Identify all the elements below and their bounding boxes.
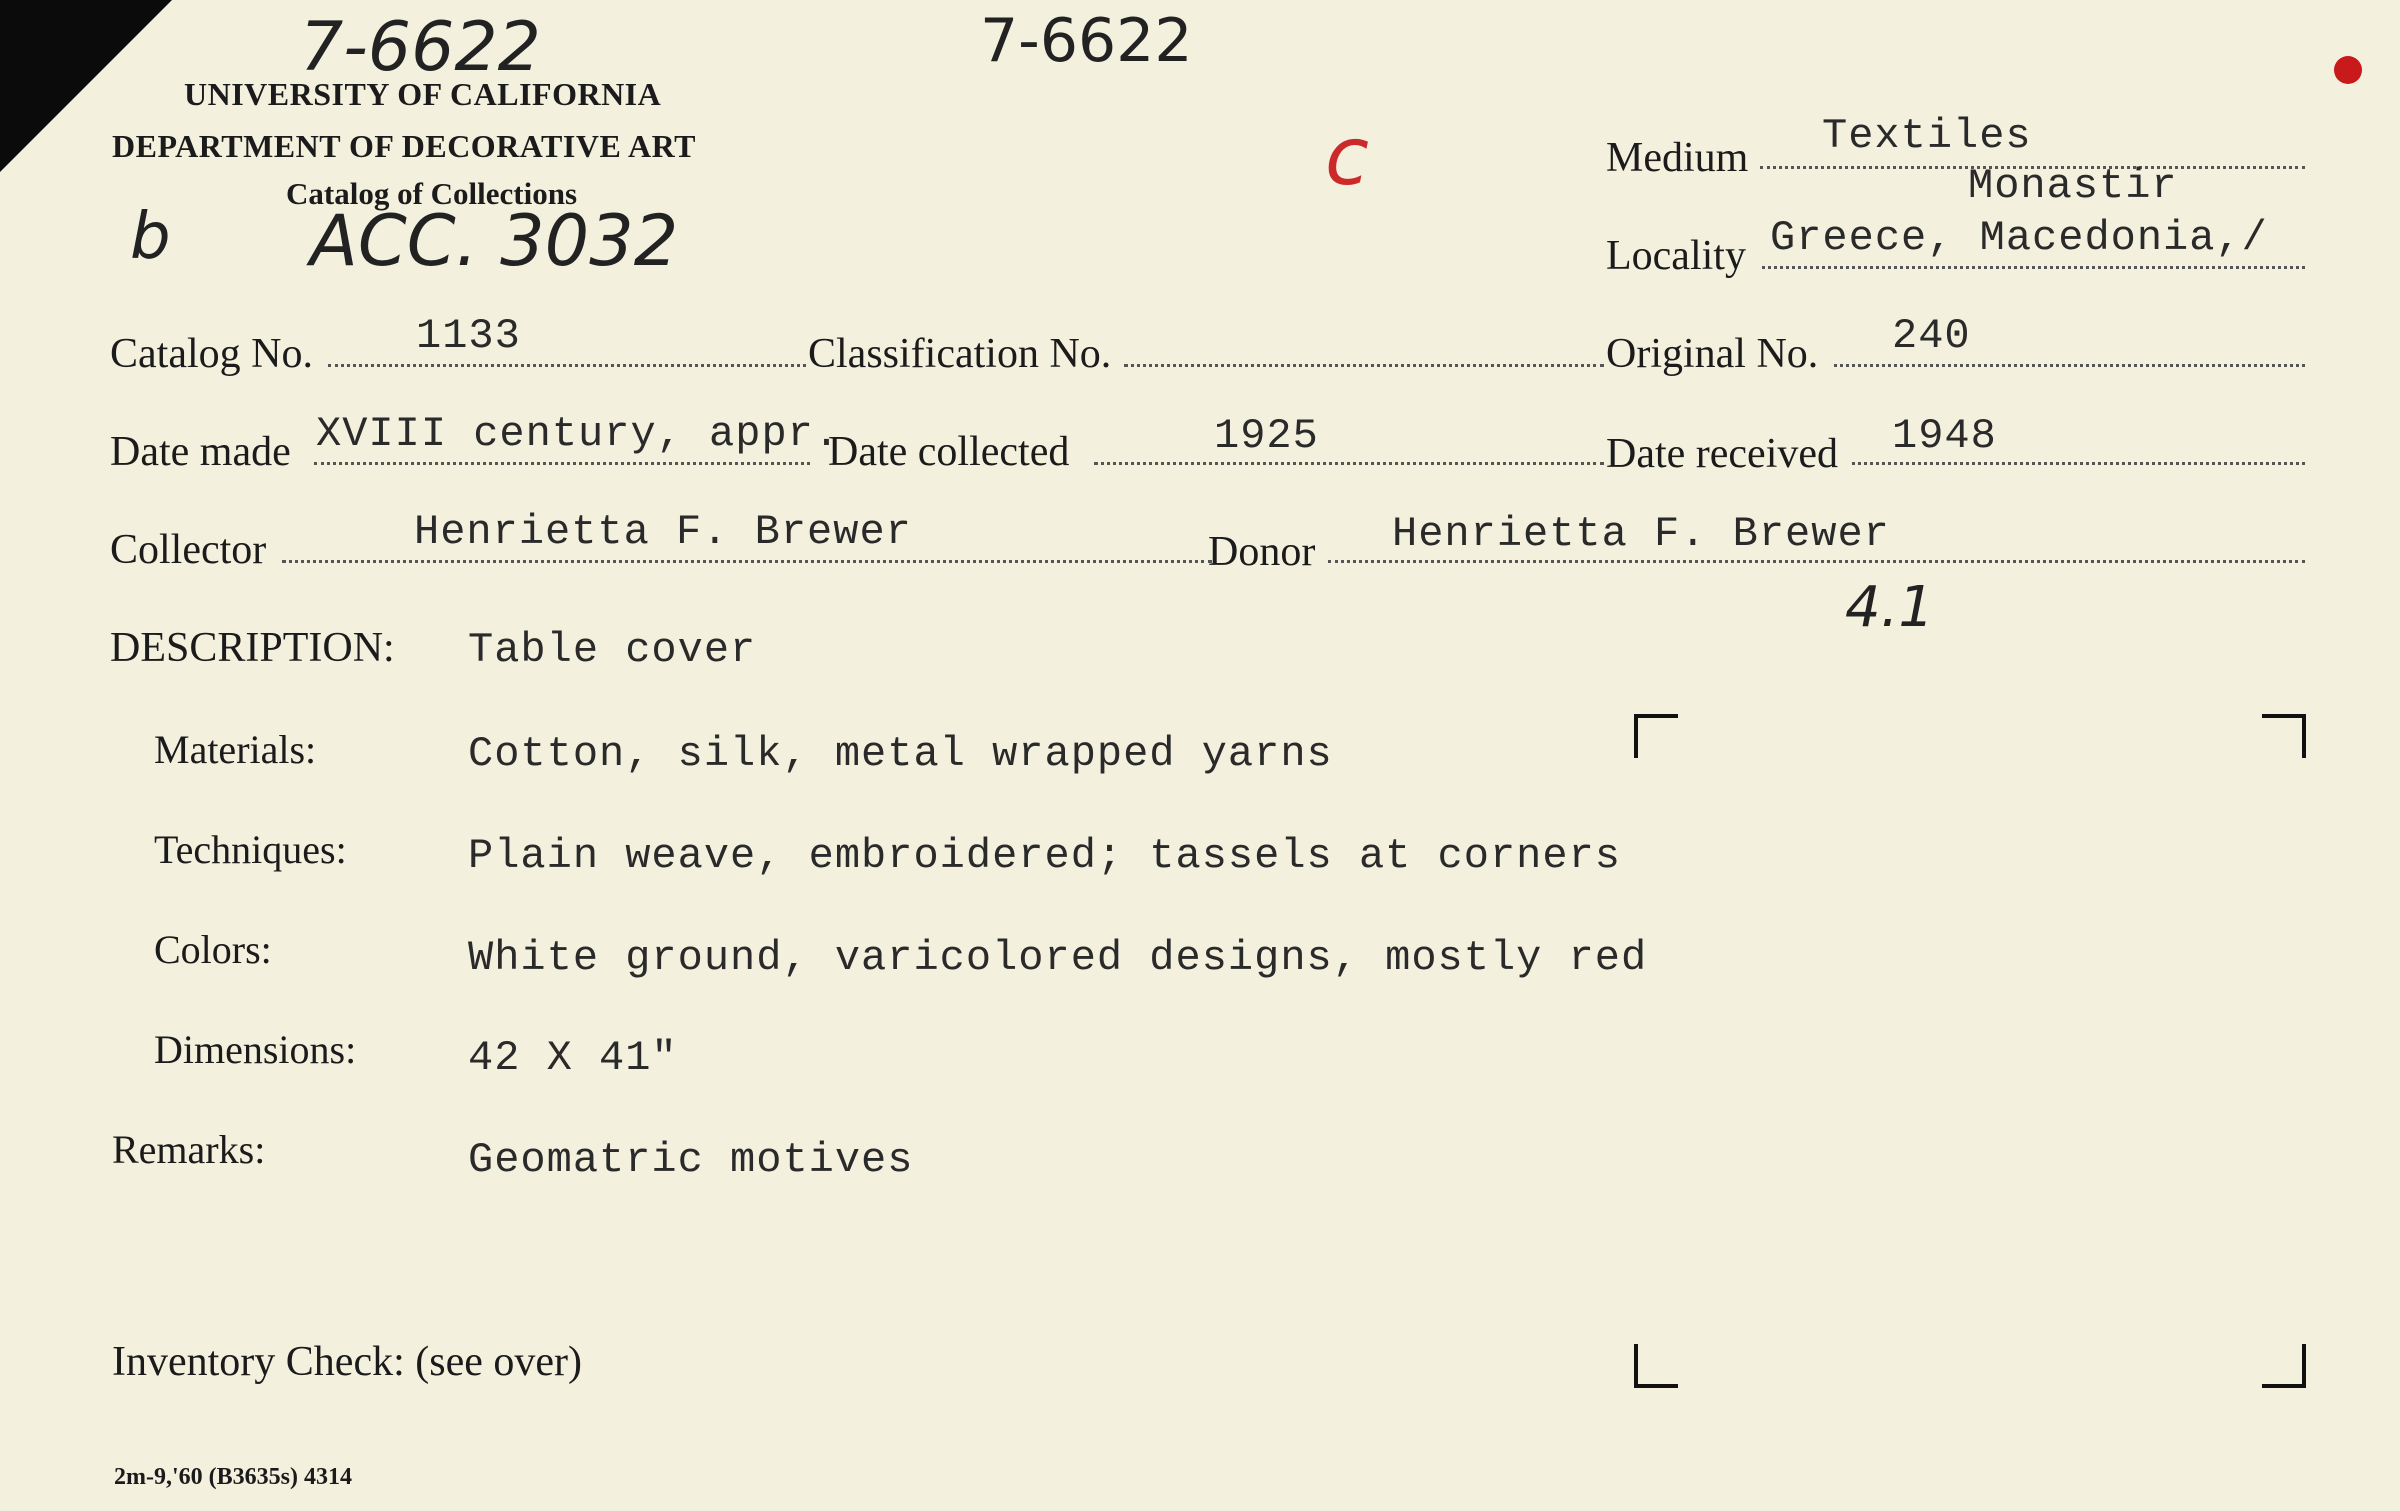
- classification-line: [1124, 364, 1604, 367]
- date-received-line: [1852, 462, 2305, 465]
- handwritten-mark: b: [130, 200, 171, 274]
- photo-bracket-top-left: [1634, 714, 1678, 758]
- print-code: 2m-9,'60 (B3635s) 4314: [114, 1464, 352, 1490]
- photo-bracket-top-right: [2262, 714, 2306, 758]
- handwritten-4-1: 4.1: [1845, 575, 1935, 640]
- inventory-check: Inventory Check: (see over): [112, 1339, 582, 1385]
- date-made-line: [314, 462, 810, 465]
- locality-label: Locality: [1606, 233, 1746, 279]
- photo-bracket-bottom-left: [1634, 1344, 1678, 1388]
- donor-value: Henrietta F. Brewer: [1392, 510, 1890, 558]
- red-check-mark: c: [1325, 110, 1369, 203]
- date-collected-value: 1925: [1214, 412, 1319, 460]
- materials-value: Cotton, silk, metal wrapped yarns: [468, 730, 1333, 778]
- handwritten-number-top-left: 7-6622: [300, 8, 541, 87]
- description-label: DESCRIPTION:: [110, 625, 395, 671]
- medium-label: Medium: [1606, 135, 1749, 181]
- remarks-label: Remarks:: [112, 1127, 266, 1172]
- handwritten-number-top-center: 7-6622: [980, 6, 1193, 76]
- catalog-no-line: [328, 364, 806, 367]
- locality-line: [1762, 266, 2305, 269]
- materials-label: Materials:: [154, 727, 317, 772]
- photo-bracket-bottom-right: [2262, 1344, 2306, 1388]
- techniques-label: Techniques:: [154, 827, 347, 872]
- techniques-value: Plain weave, embroidered; tassels at corners: [468, 832, 1621, 880]
- date-received-label: Date received: [1606, 431, 1839, 477]
- locality-value-line2: Greece, Macedonia,/: [1770, 214, 2268, 262]
- catalog-subheading: Catalog of Collections: [286, 176, 578, 211]
- university-heading: UNIVERSITY OF CALIFORNIA: [184, 76, 662, 112]
- colors-value: White ground, varicolored designs, mostly red: [468, 934, 1648, 982]
- classification-label: Classification No.: [808, 331, 1112, 377]
- description-value: Table cover: [468, 626, 757, 674]
- colors-label: Colors:: [154, 927, 272, 972]
- department-heading: DEPARTMENT OF DECORATIVE ART: [112, 128, 696, 164]
- date-collected-label: Date collected: [828, 429, 1070, 475]
- date-made-value: XVIII century, appr.: [316, 410, 841, 458]
- collector-value: Henrietta F. Brewer: [414, 508, 912, 556]
- donor-label: Donor: [1208, 529, 1316, 575]
- date-received-value: 1948: [1892, 412, 1997, 460]
- catalog-no-label: Catalog No.: [110, 331, 313, 377]
- date-made-label: Date made: [110, 429, 291, 475]
- catalog-no-value: 1133: [416, 312, 521, 360]
- original-no-label: Original No.: [1606, 331, 1819, 377]
- date-collected-line: [1094, 462, 1604, 465]
- red-dot: [2334, 56, 2362, 84]
- dimensions-value: 42 X 41": [468, 1034, 678, 1082]
- donor-line: [1328, 560, 2305, 563]
- original-no-line: [1834, 364, 2305, 367]
- locality-value-line1: Monastir: [1968, 162, 2178, 210]
- handwritten-acc-number: ACC. 3032: [310, 200, 679, 282]
- remarks-value: Geomatric motives: [468, 1136, 914, 1184]
- dimensions-label: Dimensions:: [154, 1027, 357, 1072]
- collector-label: Collector: [110, 527, 267, 573]
- collector-line: [282, 560, 1212, 563]
- original-no-value: 240: [1892, 312, 1971, 360]
- medium-value: Textiles: [1822, 112, 2032, 160]
